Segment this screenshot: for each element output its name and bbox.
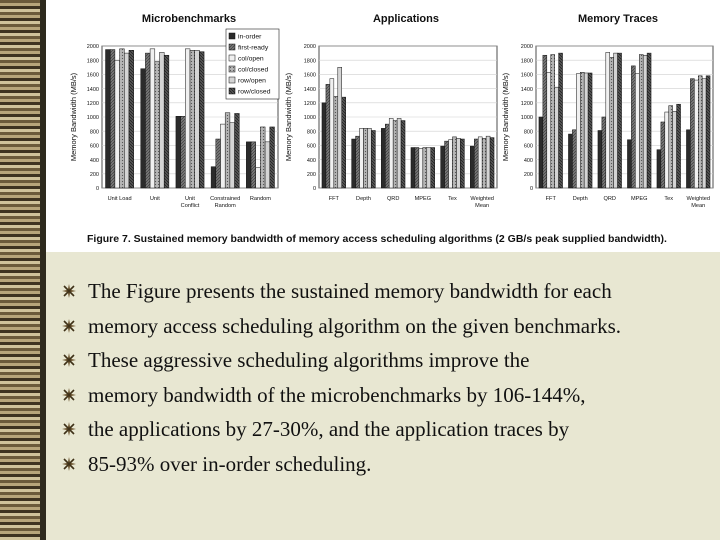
y-axis-label: Memory Bandwidth (MB/s) <box>501 72 510 162</box>
x-tick-label: MPEG <box>414 196 432 202</box>
bar <box>543 55 547 188</box>
bar <box>568 134 572 188</box>
bar <box>639 55 643 188</box>
x-tick-label: Unit Conflict <box>180 196 200 209</box>
bar <box>195 50 200 188</box>
figure-svg <box>46 0 720 252</box>
x-tick-label: MPEG <box>631 196 648 202</box>
y-axis-label: Memory Bandwidth (MB/s) <box>69 72 78 162</box>
bullet-list <box>62 274 712 481</box>
bar <box>445 141 449 188</box>
bar <box>356 136 360 188</box>
bar <box>431 148 435 188</box>
y-tick-label: 1000 <box>303 115 316 122</box>
legend-label: first-ready <box>238 44 269 52</box>
bar <box>470 146 474 188</box>
bar <box>367 128 371 188</box>
chart-title: Memory Traces <box>577 13 659 25</box>
legend-label: row/open <box>238 77 266 85</box>
chart-title: Microbenchmarks <box>141 13 237 25</box>
x-tick-label: Weighted Mean <box>686 196 711 209</box>
bar <box>155 62 160 188</box>
x-tick-label: QRD <box>603 196 616 202</box>
bullet-text: memory access scheduling algorithm on the given benchmarks. <box>88 313 622 338</box>
bar <box>371 130 375 188</box>
bar <box>176 116 181 188</box>
bar <box>235 113 240 188</box>
fleur-bullet-icon <box>62 422 76 436</box>
y-tick-label: 0 <box>312 186 316 193</box>
bar <box>614 53 618 188</box>
bar <box>706 76 710 188</box>
bar <box>584 73 588 188</box>
y-tick-label: 1400 <box>86 86 99 93</box>
bullet-line <box>62 309 712 344</box>
bar <box>338 67 342 188</box>
bar <box>690 79 694 188</box>
bar <box>610 57 614 188</box>
bullet-text: the applications by 27-30%, and the application traces by <box>88 417 570 441</box>
decorative-side-strip <box>0 0 46 540</box>
bar <box>216 139 221 188</box>
y-tick-label: 400 <box>89 157 99 164</box>
bar <box>322 103 326 188</box>
bar <box>150 49 155 188</box>
bar <box>460 139 464 188</box>
y-tick-label: 800 <box>89 129 99 136</box>
y-tick-label: 400 <box>523 157 533 164</box>
fleur-bullet-icon <box>62 319 76 333</box>
bar <box>106 50 111 188</box>
bar <box>478 137 482 188</box>
bullet-line <box>62 343 712 378</box>
bar <box>115 60 120 188</box>
bar <box>423 148 427 188</box>
bar <box>618 53 622 188</box>
bar <box>352 139 356 188</box>
x-tick-label: FFT <box>328 196 339 202</box>
bullet-line <box>62 412 712 447</box>
bar <box>449 140 453 188</box>
y-tick-label: 400 <box>306 157 316 164</box>
x-tick-label: QRD <box>386 196 400 202</box>
bar <box>265 142 270 188</box>
bar <box>643 55 647 188</box>
bar <box>572 130 576 188</box>
bar <box>665 112 669 188</box>
y-tick-label: 600 <box>306 143 316 150</box>
bar <box>199 52 204 188</box>
legend-swatch <box>229 88 235 94</box>
x-tick-label: Depth <box>356 196 371 202</box>
bar <box>677 104 681 188</box>
bar <box>389 118 393 188</box>
bar <box>411 148 415 188</box>
x-tick-label: Unit Load <box>107 196 132 202</box>
legend-swatch <box>229 66 235 72</box>
bar <box>211 167 216 188</box>
bar <box>256 167 261 188</box>
legend-swatch <box>229 77 235 83</box>
bar <box>686 130 690 188</box>
bar <box>342 97 346 188</box>
bar <box>360 128 364 188</box>
x-tick-label: Constrained Random <box>210 196 241 209</box>
legend-swatch <box>229 33 235 39</box>
bar <box>124 53 129 188</box>
bar <box>456 138 460 188</box>
x-tick-label: Tex <box>448 196 457 202</box>
bar <box>635 74 639 188</box>
bar <box>181 116 186 188</box>
chart-panel-2 <box>284 13 497 209</box>
bar <box>120 49 125 188</box>
bullet-line <box>62 274 712 309</box>
bar <box>588 73 592 188</box>
y-axis-label: Memory Bandwidth (MB/s) <box>284 72 293 162</box>
y-tick-label: 2000 <box>520 44 533 51</box>
x-tick-label: Depth <box>572 196 588 202</box>
bar <box>185 49 190 188</box>
y-tick-label: 1600 <box>520 72 533 79</box>
legend-label: row/closed <box>238 88 271 96</box>
legend-label: col/closed <box>238 66 269 74</box>
bar <box>606 52 610 188</box>
bar <box>647 53 651 188</box>
legend-swatch <box>229 44 235 50</box>
x-tick-label: Weighted Mean <box>470 196 494 209</box>
y-tick-label: 600 <box>89 143 99 150</box>
y-tick-label: 200 <box>523 172 533 178</box>
bar <box>598 130 602 188</box>
bar <box>669 106 673 188</box>
bar <box>326 84 330 188</box>
bar <box>385 124 389 188</box>
figure-caption: Figure 7. Sustained memory bandwidth of memory access scheduling algorithms (2 GB/s peak supplied bandwidth). <box>87 233 667 245</box>
bar <box>190 50 195 188</box>
fleur-bullet-icon <box>62 388 76 402</box>
bar <box>334 96 338 188</box>
bar <box>141 69 146 188</box>
bar <box>164 55 169 188</box>
y-tick-label: 2000 <box>86 44 99 51</box>
bar <box>260 127 265 188</box>
bullet-text: These aggressive scheduling algorithms improve the <box>88 348 530 372</box>
bar <box>559 53 563 188</box>
legend-swatch <box>229 55 235 61</box>
bar <box>159 52 164 188</box>
bar <box>221 124 226 188</box>
chart-panel-3 <box>501 13 713 209</box>
bar <box>702 79 706 188</box>
bar <box>441 146 445 188</box>
bar <box>330 79 334 188</box>
bar <box>230 123 235 188</box>
fleur-bullet-icon <box>62 457 76 471</box>
bar <box>427 148 431 188</box>
bar <box>110 50 115 188</box>
y-tick-label: 1200 <box>86 101 99 107</box>
bullet-text: 85-93% over in-order scheduling. <box>88 451 372 476</box>
bullet-line <box>62 447 712 482</box>
y-tick-label: 1600 <box>303 72 316 79</box>
bar <box>419 148 423 188</box>
y-tick-label: 1200 <box>303 101 316 107</box>
y-tick-label: 1400 <box>303 86 316 93</box>
figure-panel <box>46 0 720 252</box>
y-tick-label: 0 <box>529 186 533 193</box>
bar <box>364 128 368 188</box>
bar <box>547 72 551 188</box>
fleur-bullet-icon <box>62 284 76 298</box>
bar <box>602 117 606 188</box>
bar <box>551 55 555 188</box>
bar <box>415 148 419 188</box>
bar <box>576 74 580 188</box>
bar <box>490 138 494 188</box>
bar <box>482 138 486 188</box>
bar <box>631 66 635 188</box>
bar <box>397 118 401 188</box>
bullet-line <box>62 378 712 413</box>
y-tick-label: 1800 <box>86 58 99 65</box>
bullet-text: memory bandwidth of the microbenchmarks by 106-144%, <box>88 382 586 407</box>
bar <box>580 72 584 188</box>
bar <box>246 142 251 188</box>
bar <box>129 50 134 188</box>
y-tick-label: 800 <box>306 129 316 136</box>
bar <box>657 150 661 188</box>
bullet-text: The Figure presents the sustained memory bandwidth for each <box>88 279 612 303</box>
bar <box>539 117 543 188</box>
y-tick-label: 1400 <box>520 86 533 93</box>
y-tick-label: 1600 <box>86 72 99 79</box>
bar <box>486 136 490 188</box>
y-tick-label: 600 <box>523 143 533 150</box>
x-tick-label: FFT <box>545 196 556 202</box>
y-tick-label: 200 <box>306 172 316 178</box>
bar <box>555 87 559 188</box>
y-tick-label: 0 <box>95 186 99 193</box>
bar <box>694 80 698 188</box>
y-tick-label: 2000 <box>303 44 316 51</box>
bar <box>474 139 478 188</box>
bar <box>661 122 665 188</box>
y-tick-label: 200 <box>89 172 99 178</box>
bar <box>251 142 256 188</box>
y-tick-label: 1200 <box>520 101 533 107</box>
bar <box>381 128 385 188</box>
bar <box>145 53 150 188</box>
y-tick-label: 1800 <box>303 58 316 65</box>
y-tick-label: 800 <box>523 129 533 136</box>
y-tick-label: 1000 <box>520 115 533 122</box>
bar <box>225 113 230 188</box>
bar <box>270 127 275 188</box>
bar <box>401 121 405 188</box>
bar <box>393 121 397 188</box>
y-tick-label: 1800 <box>520 58 533 65</box>
fleur-bullet-icon <box>62 353 76 367</box>
y-tick-label: 1000 <box>86 115 99 122</box>
bar <box>627 140 631 188</box>
chart-title: Applications <box>372 13 440 25</box>
bar <box>698 76 702 188</box>
x-tick-label: Tex <box>664 196 674 202</box>
x-tick-label: Unit <box>149 196 160 202</box>
legend-label: col/open <box>238 55 264 63</box>
chart-panel-1 <box>69 13 279 209</box>
bar <box>673 111 677 188</box>
legend-label: in-order <box>238 33 262 41</box>
x-tick-label: Random <box>249 196 271 202</box>
bar <box>453 137 457 188</box>
